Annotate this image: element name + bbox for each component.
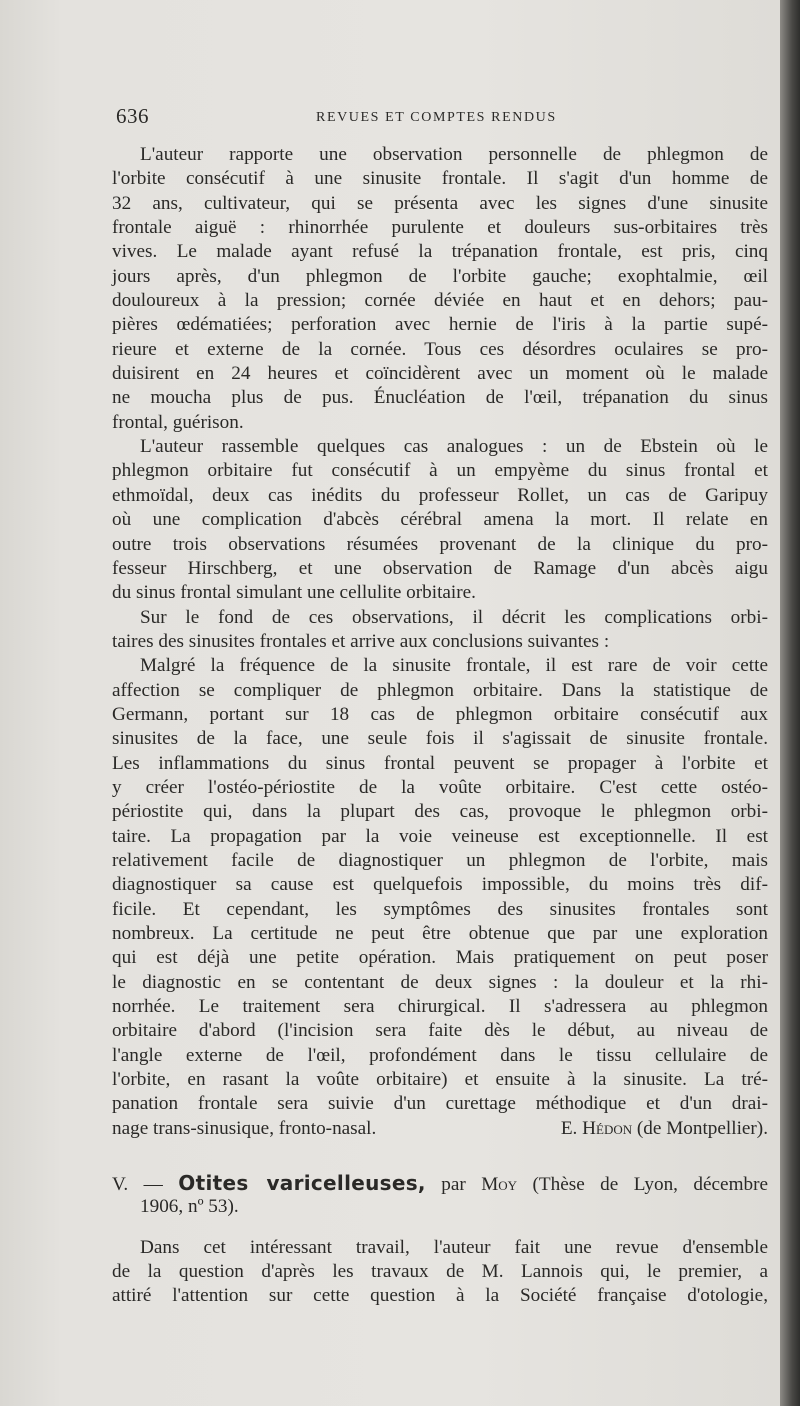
signature-name: Hédon bbox=[582, 1117, 633, 1139]
paragraph-1 bbox=[112, 143, 768, 435]
review-title-line: V. — Otites varicelleuses, par Moy (Thèse de Lyon, décembre bbox=[112, 1171, 768, 1196]
text-line: rieure et externe de la cornée. Tous ces désordres oculaires se pro- bbox=[112, 338, 768, 360]
signature-line bbox=[112, 1117, 768, 1141]
review-source-line: 1906, nº 53). bbox=[140, 1196, 239, 1218]
review-2 bbox=[112, 1171, 768, 1309]
text-line: Malgré la fréquence de la sinusite frontale, il est rare de voir cette bbox=[140, 655, 768, 677]
text-line: Germann, portant sur 18 cas de phlegmon orbitaire consécutif aux bbox=[112, 703, 768, 725]
paragraph-last-line: nage trans-sinusique, fronto-nasal. bbox=[112, 1117, 377, 1139]
text-line: jours après, d'un phlegmon de l'orbite gauche; exophtalmie, œil bbox=[112, 265, 768, 287]
text-line: frontale aiguë : rhinorrhée purulente et douleurs sus-orbitaires très bbox=[112, 217, 768, 239]
text-line: attiré l'attention sur cette question à la Société française d'otologie, bbox=[112, 1285, 768, 1307]
text-line: orbitaire d'abord (l'incision sera faite dès le début, au niveau de bbox=[112, 1020, 768, 1042]
text-line: outre trois observations résumées provenant de la clinique du pro- bbox=[112, 533, 768, 555]
page-number: 636 bbox=[116, 104, 149, 128]
paragraph-3 bbox=[112, 606, 768, 655]
text-line: taire. La propagation par la voie veineuse est exceptionnelle. Il est bbox=[112, 825, 768, 847]
text-line: de la question d'après les travaux de M. Lannois qui, le premier, a bbox=[112, 1261, 768, 1283]
text-line: ethmoïdal, deux cas inédits du professeur Rollet, un cas de Garipuy bbox=[112, 484, 768, 506]
review-1 bbox=[112, 143, 768, 1141]
text-line: y créer l'ostéo-périostite de la voûte orbitaire. C'est cette ostéo- bbox=[112, 776, 768, 798]
page-edge-shadow bbox=[780, 0, 800, 1406]
text-line: taires des sinusites frontales et arrive aux conclusions suivantes : bbox=[112, 630, 610, 652]
text-line: relativement facile de diagnostiquer un phlegmon de l'orbite, mais bbox=[112, 849, 768, 871]
text-line: norrhée. Le traitement sera chirurgical. Il s'adressera au phlegmon bbox=[112, 996, 768, 1018]
running-head: REVUES ET COMPTES RENDUS bbox=[316, 110, 557, 125]
text-line: douloureux à la pression; cornée déviée en haut et en dehors; pau- bbox=[112, 290, 768, 312]
text-line: du sinus frontal simulant une cellulite orbitaire. bbox=[112, 582, 476, 604]
text-line: fesseur Hirschberg, et une observation de Ramage d'un abcès aigu bbox=[112, 557, 768, 579]
text-line: phlegmon orbitaire fut consécutif à un empyème du sinus frontal et bbox=[112, 460, 768, 482]
text-line: le diagnostic en se contentant de deux signes : la douleur et la rhi- bbox=[112, 971, 768, 993]
review-2-paragraph-1 bbox=[112, 1236, 768, 1309]
text-line: ficile. Et cependant, les symptômes des sinusites frontales sont bbox=[112, 898, 768, 920]
text-line: Les inflammations du sinus frontal peuvent se propager à l'orbite et bbox=[112, 752, 768, 774]
text-line: ne moucha plus de pus. Énucléation de l'œil, trépanation du sinus bbox=[112, 387, 768, 409]
text-line: qui est déjà une petite opération. Mais pratiquement on peut poser bbox=[112, 947, 768, 969]
text-line: l'orbite consécutif à une sinusite frontale. Il s'agit d'un homme de bbox=[112, 168, 768, 190]
text-line: l'orbite, en rasant la voûte orbitaire) et ensuite à la sinusite. La tré- bbox=[112, 1069, 768, 1091]
signature: E. Hédon (de Montpellier). bbox=[560, 1117, 768, 1139]
text-line: diagnostiquer sa cause est quelquefois impossible, du moins très dif- bbox=[112, 874, 768, 896]
text-line: sinusites de la face, une seule fois il s'agissait de sinusite frontale. bbox=[112, 728, 768, 750]
text-line: L'auteur rapporte une observation personnelle de phlegmon de bbox=[140, 144, 768, 165]
text-line: Sur le fond de ces observations, il décrit les complications orbi- bbox=[140, 606, 768, 628]
paragraph-2 bbox=[112, 435, 768, 605]
text-line: duisirent en 24 heures et coïncidèrent avec un moment où le malade bbox=[112, 363, 768, 385]
page-body bbox=[112, 143, 768, 1309]
text-line: Dans cet intéressant travail, l'auteur fait une revue d'ensemble bbox=[140, 1236, 768, 1258]
text-line: nombreux. La certitude ne peut être obtenue que par une exploration bbox=[112, 923, 768, 944]
text-line: panation frontale sera suivie d'un curettage méthodique et d'un drai- bbox=[112, 1093, 768, 1115]
review-title: Otites varicelleuses, bbox=[178, 1171, 426, 1196]
text-line: affection se compliquer de phlegmon orbitaire. Dans la statistique de bbox=[112, 679, 768, 701]
text-line: vives. Le malade ayant refusé la trépanation frontale, est pris, cinq bbox=[112, 241, 768, 263]
text-line: pières œdématiées; perforation avec hernie de l'iris à la partie supé- bbox=[112, 314, 768, 336]
text-line: périostite qui, dans la plupart des cas, provoque le phlegmon orbi- bbox=[112, 801, 768, 823]
text-line: 32 ans, cultivateur, qui se présenta avec les signes d'une sinusite bbox=[112, 192, 768, 214]
paragraph-4 bbox=[112, 654, 768, 1117]
review-author: Moy bbox=[481, 1174, 518, 1196]
text-line: où une complication d'abcès cérébral amena la mort. Il relate en bbox=[112, 509, 768, 531]
text-line: l'angle externe de l'œil, profondément dans le tissu cellulaire de bbox=[112, 1044, 768, 1066]
text-line: L'auteur rassemble quelques cas analogues : un de Ebstein où le bbox=[140, 436, 768, 458]
page-header bbox=[116, 104, 766, 134]
text-line: frontal, guérison. bbox=[112, 411, 244, 433]
